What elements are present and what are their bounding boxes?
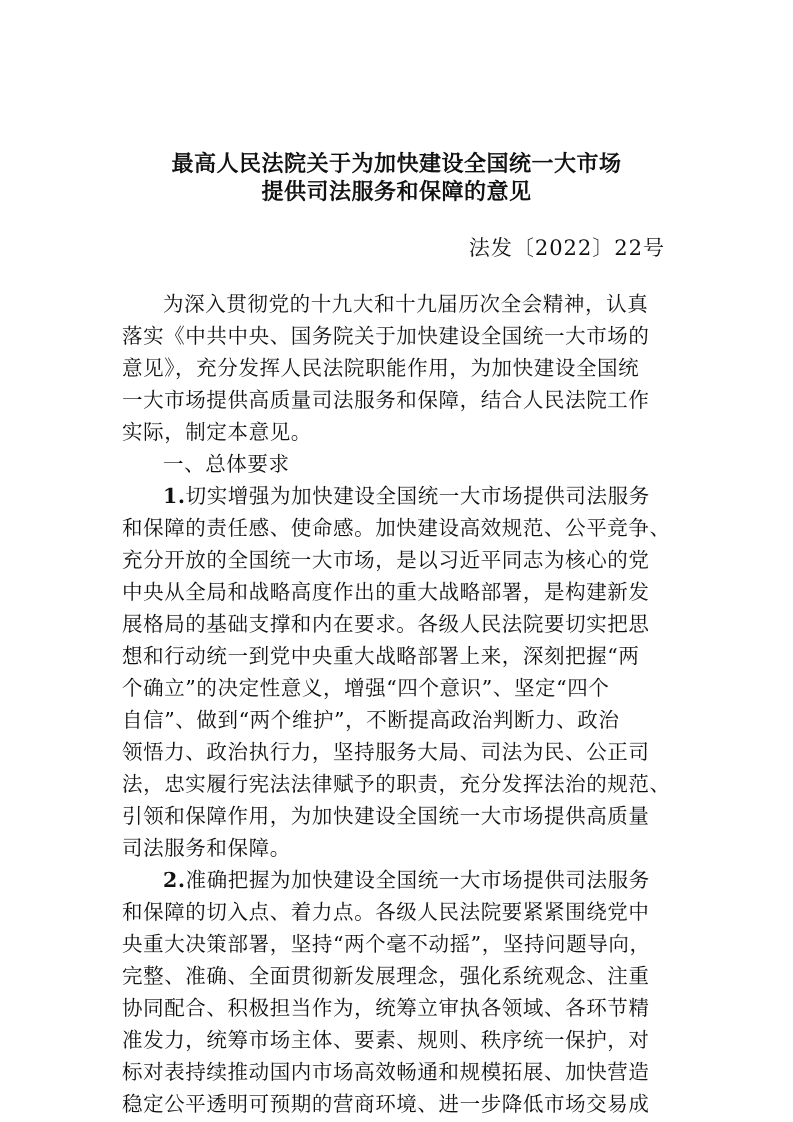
body-line-text: 切实增强为加快建设全国统一大市场提供司法服务 bbox=[185, 484, 650, 508]
body-line-text: 协同配合、积极担当作为，统筹立审执各领域、各环节精 bbox=[122, 996, 650, 1020]
body-line bbox=[122, 352, 682, 384]
body-line bbox=[122, 320, 682, 352]
document-body bbox=[122, 288, 682, 1120]
body-line-text: 自信”、做到“两个维护”，不断提高政治判断力、政治 bbox=[122, 708, 620, 732]
body-line bbox=[122, 576, 682, 608]
body-line bbox=[122, 640, 682, 672]
body-line bbox=[122, 448, 682, 480]
body-line-text: 司法服务和保障。 bbox=[122, 836, 291, 860]
body-line-text: 意见》，充分发挥人民法院职能作用，为加快建设全国统 bbox=[122, 356, 640, 380]
body-line bbox=[122, 672, 682, 704]
body-line bbox=[122, 768, 682, 800]
body-line bbox=[122, 1024, 682, 1056]
clause-number: 1. bbox=[163, 484, 186, 508]
body-line bbox=[122, 800, 682, 832]
body-line bbox=[122, 512, 682, 544]
body-line-text: 准发力，统筹市场主体、要素、规则、秩序统一保护，对 bbox=[122, 1028, 650, 1052]
body-line-text: 展格局的基础支撑和内在要求。各级人民法院要切实把思 bbox=[122, 612, 650, 636]
body-line-text: 一大市场提供高质量司法服务和保障，结合人民法院工作 bbox=[122, 388, 650, 412]
body-line-text: 领悟力、政治执行力，坚持服务大局、司法为民、公正司 bbox=[122, 740, 650, 764]
body-line-text: 标对表持续推动国内市场高效畅通和规模拓展、加快营造 bbox=[122, 1060, 650, 1084]
body-line bbox=[122, 736, 682, 768]
body-line bbox=[122, 384, 682, 416]
body-line bbox=[122, 864, 682, 896]
body-line-text: 引领和保障作用，为加快建设全国统一大市场提供高质量 bbox=[122, 804, 650, 828]
body-line-text: 一、总体要求 bbox=[163, 452, 290, 476]
body-line bbox=[122, 1056, 682, 1088]
body-line-text: 充分开放的全国统一大市场，是以习近平同志为核心的党 bbox=[122, 548, 650, 572]
body-line-text: 和保障的切入点、着力点。各级人民法院要紧紧围绕党中 bbox=[122, 900, 650, 924]
body-line bbox=[122, 1088, 682, 1120]
body-line bbox=[122, 704, 682, 736]
body-line-text: 为深入贯彻党的十九大和十九届历次全会精神，认真 bbox=[163, 292, 649, 316]
document-number: 法发〔2022〕22号 bbox=[468, 236, 665, 260]
body-line-text: 中央从全局和战略高度作出的重大战略部署，是构建新发 bbox=[122, 580, 650, 604]
clause-number: 2. bbox=[163, 868, 186, 892]
body-line-text: 实际，制定本意见。 bbox=[122, 420, 312, 444]
body-line bbox=[122, 416, 682, 448]
body-line bbox=[122, 992, 682, 1024]
body-line-text: 完整、准确、全面贯彻新发展理念，强化系统观念、注重 bbox=[122, 964, 650, 988]
body-line bbox=[122, 608, 682, 640]
body-line bbox=[122, 288, 682, 320]
body-line-text: 和保障的责任感、使命感。加快建设高效规范、公平竞争、 bbox=[122, 516, 671, 540]
body-line-text: 法，忠实履行宪法法律赋予的职责，充分发挥法治的规范、 bbox=[122, 772, 671, 796]
body-line-text: 央重大决策部署，坚持“两个毫不动摇”，坚持问题导向， bbox=[122, 932, 651, 956]
body-line-text: 想和行动统一到党中央重大战略部署上来，深刻把握“两 bbox=[122, 644, 640, 668]
body-line bbox=[122, 896, 682, 928]
body-line bbox=[122, 832, 682, 864]
body-line-text: 落实《中共中央、国务院关于加快建设全国统一大市场的 bbox=[122, 324, 650, 348]
document-title-line-1: 最高人民法院关于为加快建设全国统一大市场 bbox=[171, 152, 622, 177]
body-line-text: 个确立”的决定性意义，增强“四个意识”、坚定“四个 bbox=[122, 676, 610, 700]
body-line bbox=[122, 480, 682, 512]
body-line bbox=[122, 928, 682, 960]
document-title-line-2: 提供司法服务和保障的意见 bbox=[261, 180, 532, 205]
body-line bbox=[122, 544, 682, 576]
body-line-text: 稳定公平透明可预期的营商环境、进一步降低市场交易成 bbox=[122, 1092, 650, 1116]
body-line bbox=[122, 960, 682, 992]
body-line-text: 准确把握为加快建设全国统一大市场提供司法服务 bbox=[185, 868, 650, 892]
